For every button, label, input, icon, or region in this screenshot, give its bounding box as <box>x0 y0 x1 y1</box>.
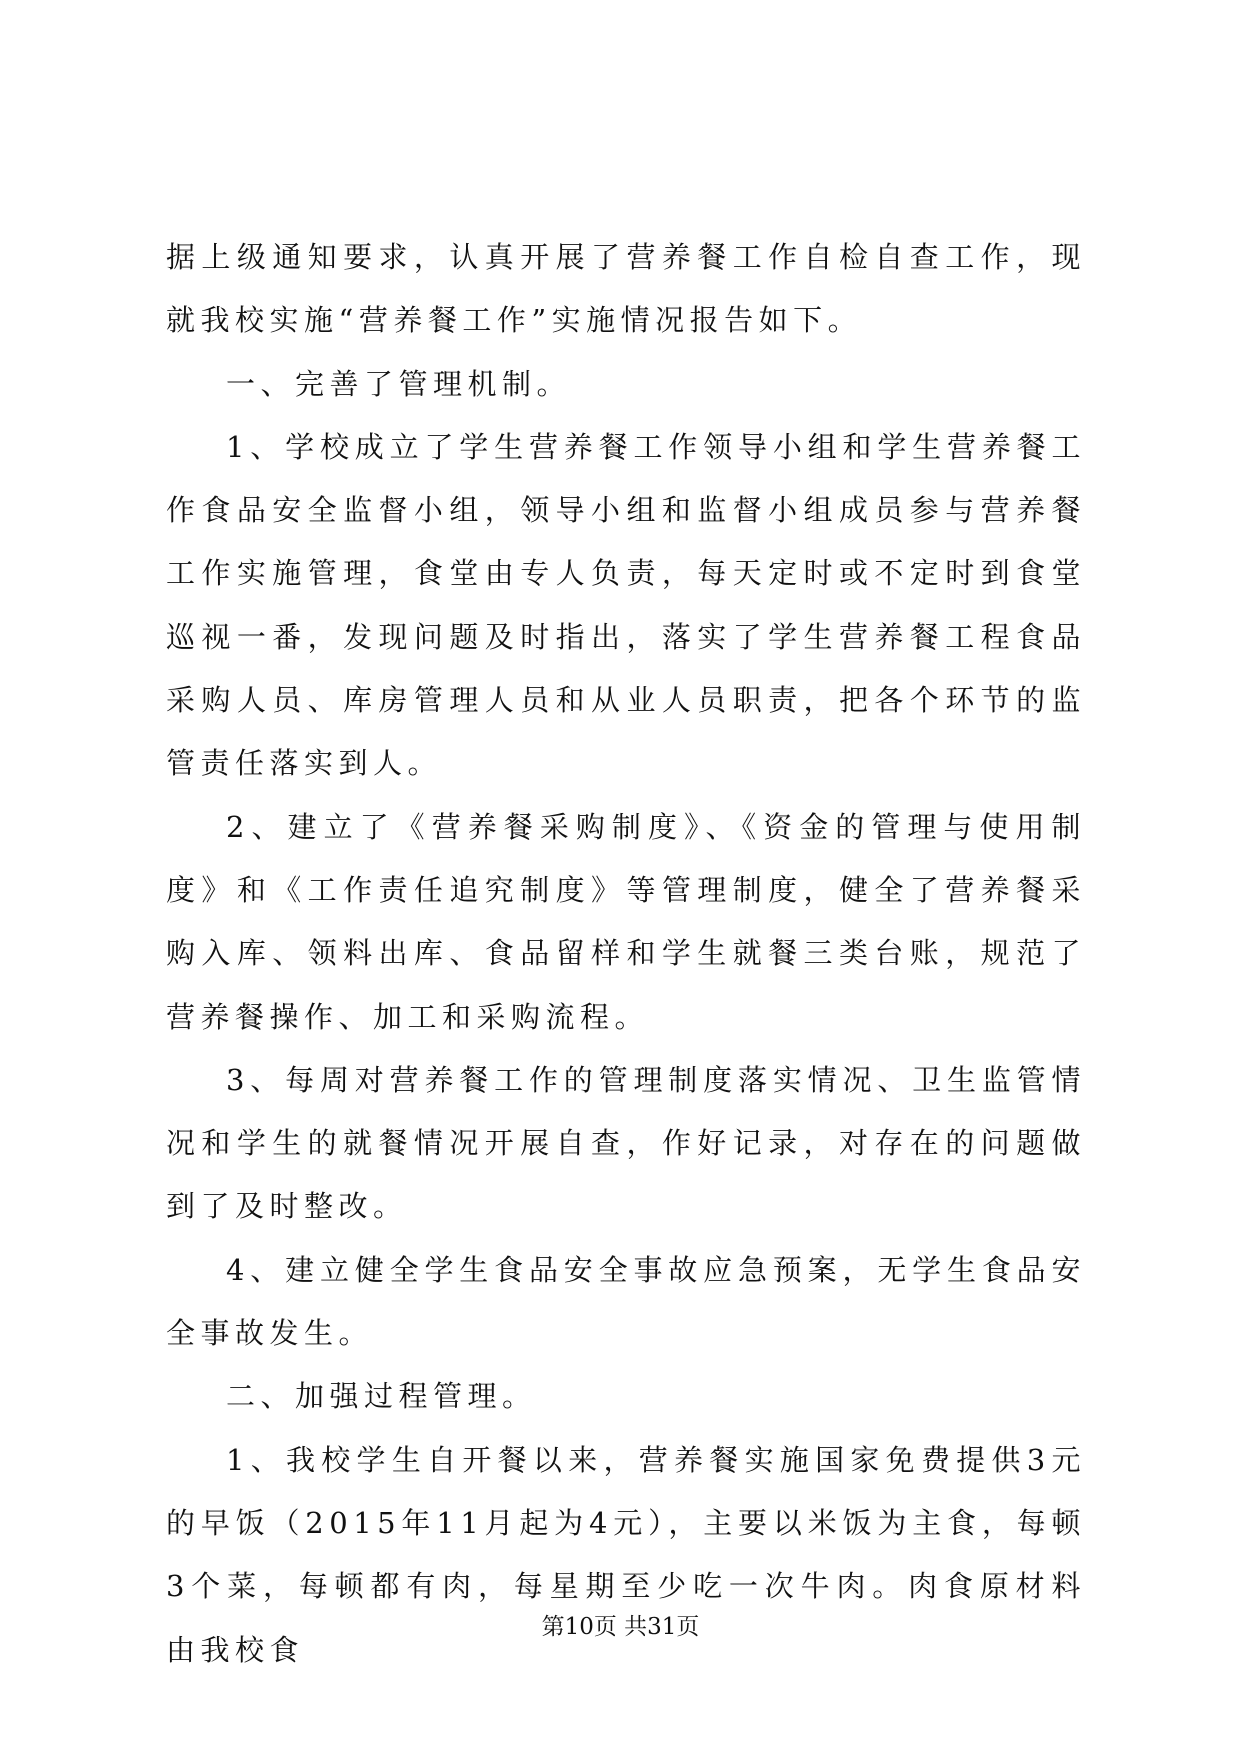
paragraph-1-1: 1、学校成立了学生营养餐工作领导小组和学生营养餐工作食品安全监督小组，领导小组和监督小组成员参与营养餐工作实施管理，食堂由专人负责，每天定时或不定时到食堂巡视一番，发现问题及时指出，落实了学生营养餐工程食品采购人员、库房管理人员和从业人员职责，把各个环节的监管责任落实到人。 <box>166 429 1086 781</box>
paragraph-1-2: 2、建立了《营养餐采购制度》、《资金的管理与使用制度》和《工作责任追究制度》等管理制度，健全了营养餐采购入库、领料出库、食品留样和学生就餐三类台账，规范了营养餐操作、加工和采购流程。 <box>166 809 1086 1034</box>
paragraph-1-4: 4、建立健全学生食品安全事故应急预案，无学生食品安全事故发生。 <box>166 1252 1086 1351</box>
section-heading-2: 二、加强过程管理。 <box>226 1379 537 1414</box>
section-heading-1: 一、完善了管理机制。 <box>226 366 572 401</box>
paragraph-1-3: 3、每周对营养餐工作的管理制度落实情况、卫生监管情况和学生的就餐情况开展自查，作好记录，对存在的问题做到了及时整改。 <box>166 1062 1086 1224</box>
page-number-footer: 第10页 共31页 <box>541 1614 700 1640</box>
paragraph-intro: 据上级通知要求，认真开展了营养餐工作自检自查工作，现就我校实施“营养餐工作”实施情况报告如下。 <box>166 240 1086 338</box>
body-text <box>166 226 1086 1682</box>
paragraph-2-1: 1、我校学生自开餐以来，营养餐实施国家免费提供3元的早饭（2015年11月起为4元），主要以米饭为主食，每顿3个菜，每顿都有肉，每星期至少吃一次牛肉。肉食原材料由我校食 <box>166 1442 1086 1667</box>
